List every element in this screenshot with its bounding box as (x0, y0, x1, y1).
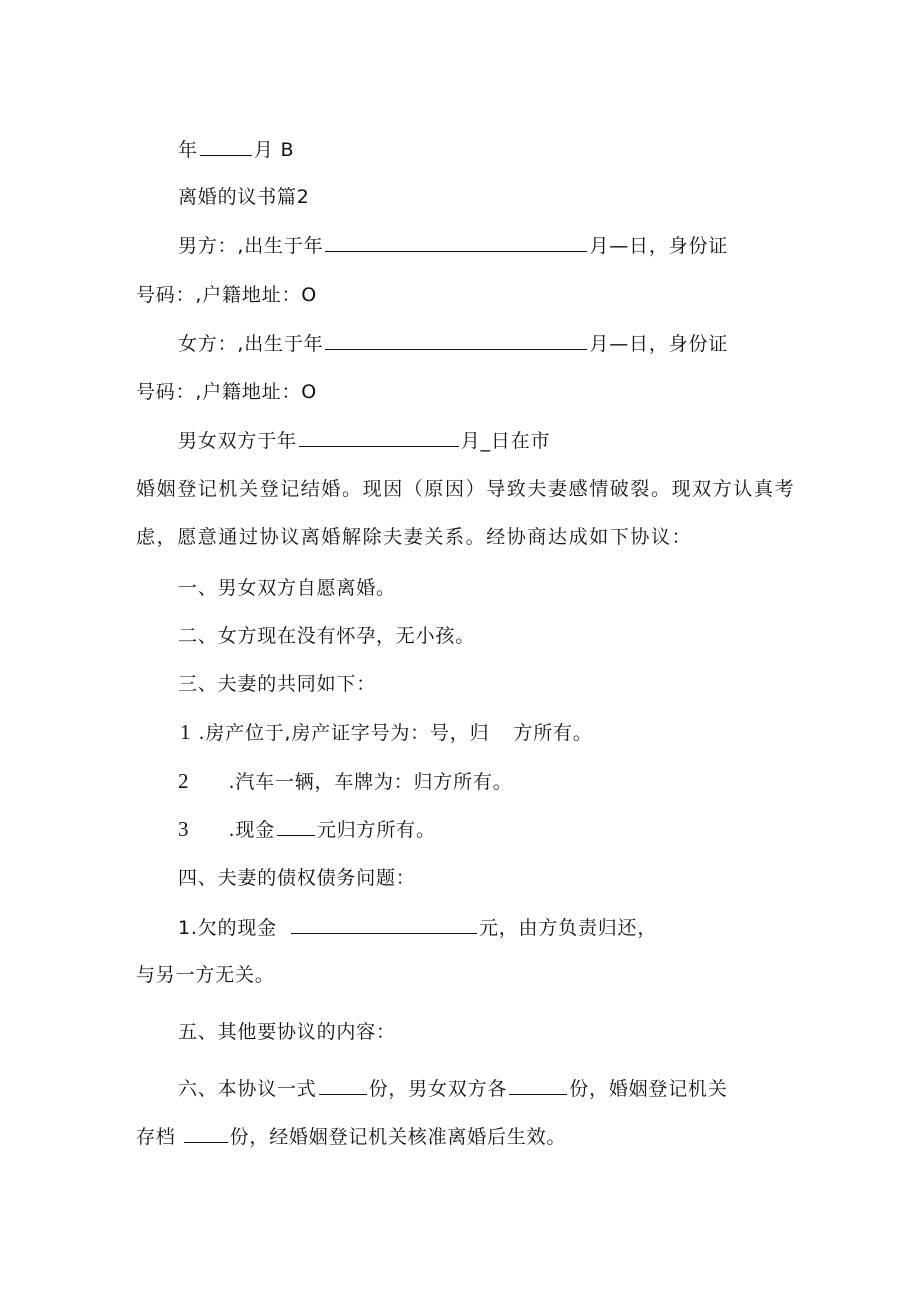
woman-birth-year-blank (325, 331, 587, 350)
marriage-year-blank (299, 428, 459, 447)
marriage-line-3: 虑，愿意通过协议离婚解除夫妻关系。经协商达成如下协议： (136, 526, 693, 548)
property-item-2-number: 2 (178, 769, 189, 793)
clause-3: 三、夫妻的共同如下： (178, 673, 377, 695)
clause-6-copies-label: 六、本协议一式 (178, 1078, 317, 1100)
cash-amount-blank (277, 817, 315, 836)
woman-id-label: 月—日，身份证 (589, 333, 729, 355)
debt-responsibility-text: 元，由方负责归还， (478, 917, 658, 939)
copies-total-blank (319, 1076, 367, 1095)
marriage-place-label: 月_日在市 (460, 430, 551, 452)
clause-6-each-label: 份，男女双方各 (368, 1078, 508, 1100)
date-year-label: 年 (178, 139, 198, 161)
copies-archive-blank (184, 1124, 228, 1143)
clause-6-effective-text: 份，经婚姻登记机关核准离婚后生效。 (229, 1126, 567, 1148)
clause-6-line-1 (178, 1076, 728, 1101)
clause-6-line-2 (136, 1124, 566, 1149)
property-item-3-owner: 元归方所有。 (316, 819, 436, 841)
property-item-2 (178, 769, 513, 794)
woman-info-line-2: 号码：,户籍地址：O (136, 381, 317, 403)
date-month-day-label: 月 B (253, 139, 295, 161)
debt-amount-blank (291, 915, 477, 934)
marriage-line-2: 婚姻登记机关登记结婚。现因（原因）导致夫妻感情破裂。现双方认真考 (136, 478, 796, 500)
marriage-date-label: 男女双方于年 (178, 430, 297, 452)
clause-4: 四、夫妻的债权债务问题： (178, 867, 416, 889)
property-item-1 (180, 720, 593, 745)
property-item-1-text: .房产位于,房产证字号为：号，归 (198, 722, 490, 744)
month-blank (200, 137, 252, 156)
clause-6-archive-label: 存档 (136, 1126, 176, 1148)
clause-5: 五、其他要协议的内容： (178, 1021, 396, 1043)
man-info-line-1 (178, 233, 728, 258)
woman-info-line-1 (178, 331, 728, 356)
copies-each-blank (509, 1076, 567, 1095)
property-item-3-number: 3 (178, 817, 189, 841)
marriage-line-1 (178, 428, 550, 453)
debt-line-1 (178, 915, 657, 940)
property-item-3-cash-label: .现金 (228, 819, 275, 841)
debt-line-2: 与另一方无关。 (136, 964, 275, 986)
clause-2: 二、女方现在没有怀孕，无小孩。 (178, 625, 476, 647)
man-birth-label: 男方：,出生于年 (178, 235, 324, 257)
clause-6-registry-label: 份，婚姻登记机关 (569, 1078, 728, 1100)
clause-1: 一、男女双方自愿离婚。 (178, 577, 396, 599)
man-id-label: 月—日，身份证 (589, 235, 729, 257)
date-line (178, 137, 294, 162)
man-info-line-2: 号码：,户籍地址：O (136, 284, 317, 306)
property-item-1-owner: 方所有。 (513, 722, 593, 744)
section-heading: 离婚的议书篇2 (178, 186, 310, 208)
woman-birth-label: 女方：,出生于年 (178, 333, 324, 355)
property-item-1-number: 1 (180, 720, 191, 744)
property-item-2-text: .汽车一辆，车牌为：归方所有。 (228, 771, 513, 793)
property-item-3 (178, 817, 436, 842)
man-birth-year-blank (325, 233, 587, 252)
debt-cash-label: 1.欠的现金 (178, 917, 277, 939)
